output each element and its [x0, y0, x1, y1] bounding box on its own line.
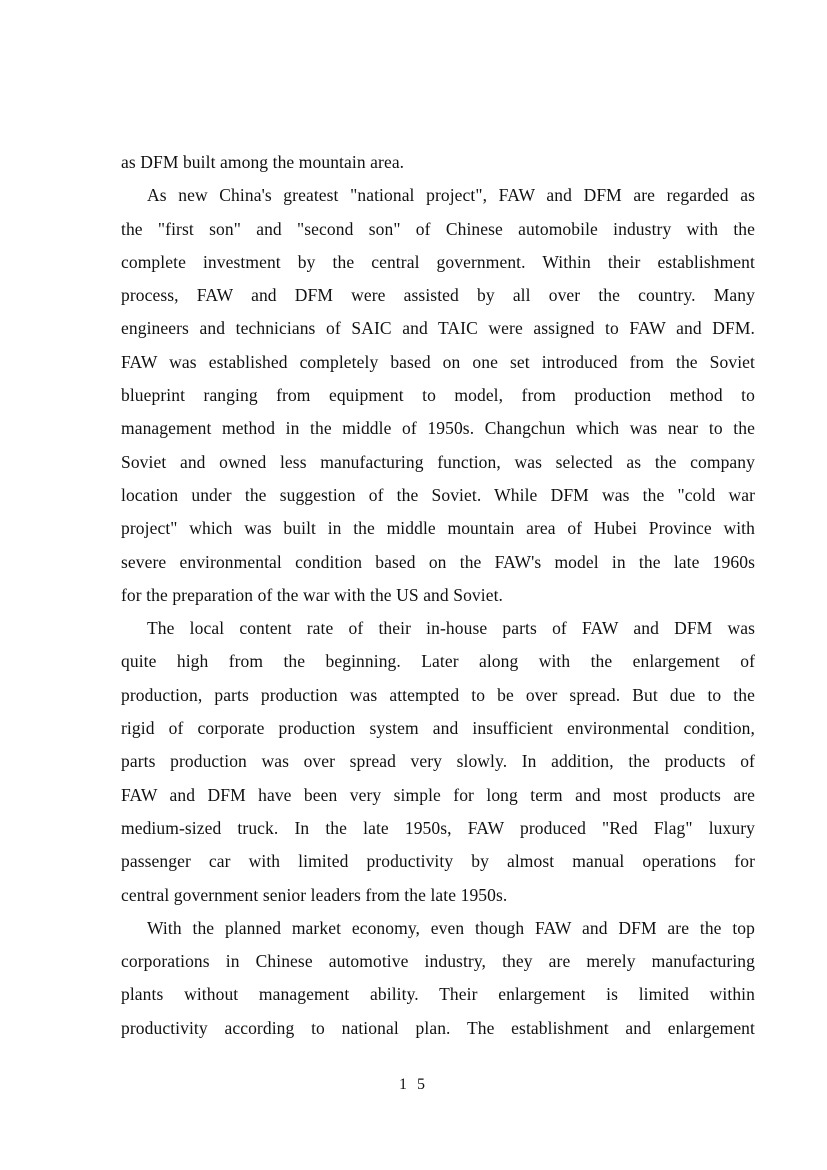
text-line: corporations in Chinese automotive industry, they are merely manufacturing: [121, 951, 755, 972]
text-line: FAW was established completely based on one set introduced from the Soviet: [121, 351, 755, 372]
text-line: rigid of corporate production system and insufficient environmental condition,: [121, 718, 755, 739]
text-line: FAW and DFM have been very simple for long term and most products are: [121, 784, 755, 805]
text-line: central government senior leaders from the late 1950s.: [121, 884, 508, 905]
text-line: plants without management ability. Their enlargement is limited within: [121, 984, 755, 1005]
text-line: parts production was over spread very slowly. In addition, the products of: [121, 751, 755, 772]
text-line: blueprint ranging from equipment to model, from production method to: [121, 385, 755, 406]
text-line: process, FAW and DFM were assisted by all over the country. Many: [121, 285, 755, 306]
text-line: passenger car with limited productivity by almost manual operations for: [121, 851, 755, 872]
paragraph-first-line: With the planned market economy, even though FAW and DFM are the top: [147, 917, 755, 938]
text-line: severe environmental condition based on the FAW's model in the late 1960s: [121, 551, 755, 572]
paragraph-first-line: The local content rate of their in-house parts of FAW and DFM was: [147, 618, 755, 639]
text-line: the "first son" and "second son" of Chinese automobile industry with the: [121, 218, 755, 239]
text-line: management method in the middle of 1950s. Changchun which was near to the: [121, 418, 755, 439]
text-line: complete investment by the central government. Within their establishment: [121, 251, 755, 272]
text-line: production, parts production was attempted to be over spread. But due to the: [121, 684, 755, 705]
text-line: engineers and technicians of SAIC and TAIC were assigned to FAW and DFM.: [121, 318, 755, 339]
text-line: Soviet and owned less manufacturing function, was selected as the company: [121, 451, 755, 472]
text-line: for the preparation of the war with the US and Soviet.: [121, 584, 504, 605]
text-line: as DFM built among the mountain area.: [121, 152, 405, 172]
body-text: [121, 146, 755, 1045]
text-line: quite high from the beginning. Later along with the enlargement of: [121, 651, 755, 672]
text-line: location under the suggestion of the Soviet. While DFM was the "cold war: [121, 484, 755, 505]
text-line: productivity according to national plan. The establishment and enlargement: [121, 1017, 755, 1038]
paragraph-first-line: As new China's greatest "national project", FAW and DFM are regarded as: [147, 185, 755, 206]
text-line: medium-sized truck. In the late 1950s, FAW produced "Red Flag" luxury: [121, 817, 755, 838]
page-number: 1 5: [399, 1076, 428, 1093]
text-line: project" which was built in the middle mountain area of Hubei Province with: [121, 518, 755, 539]
